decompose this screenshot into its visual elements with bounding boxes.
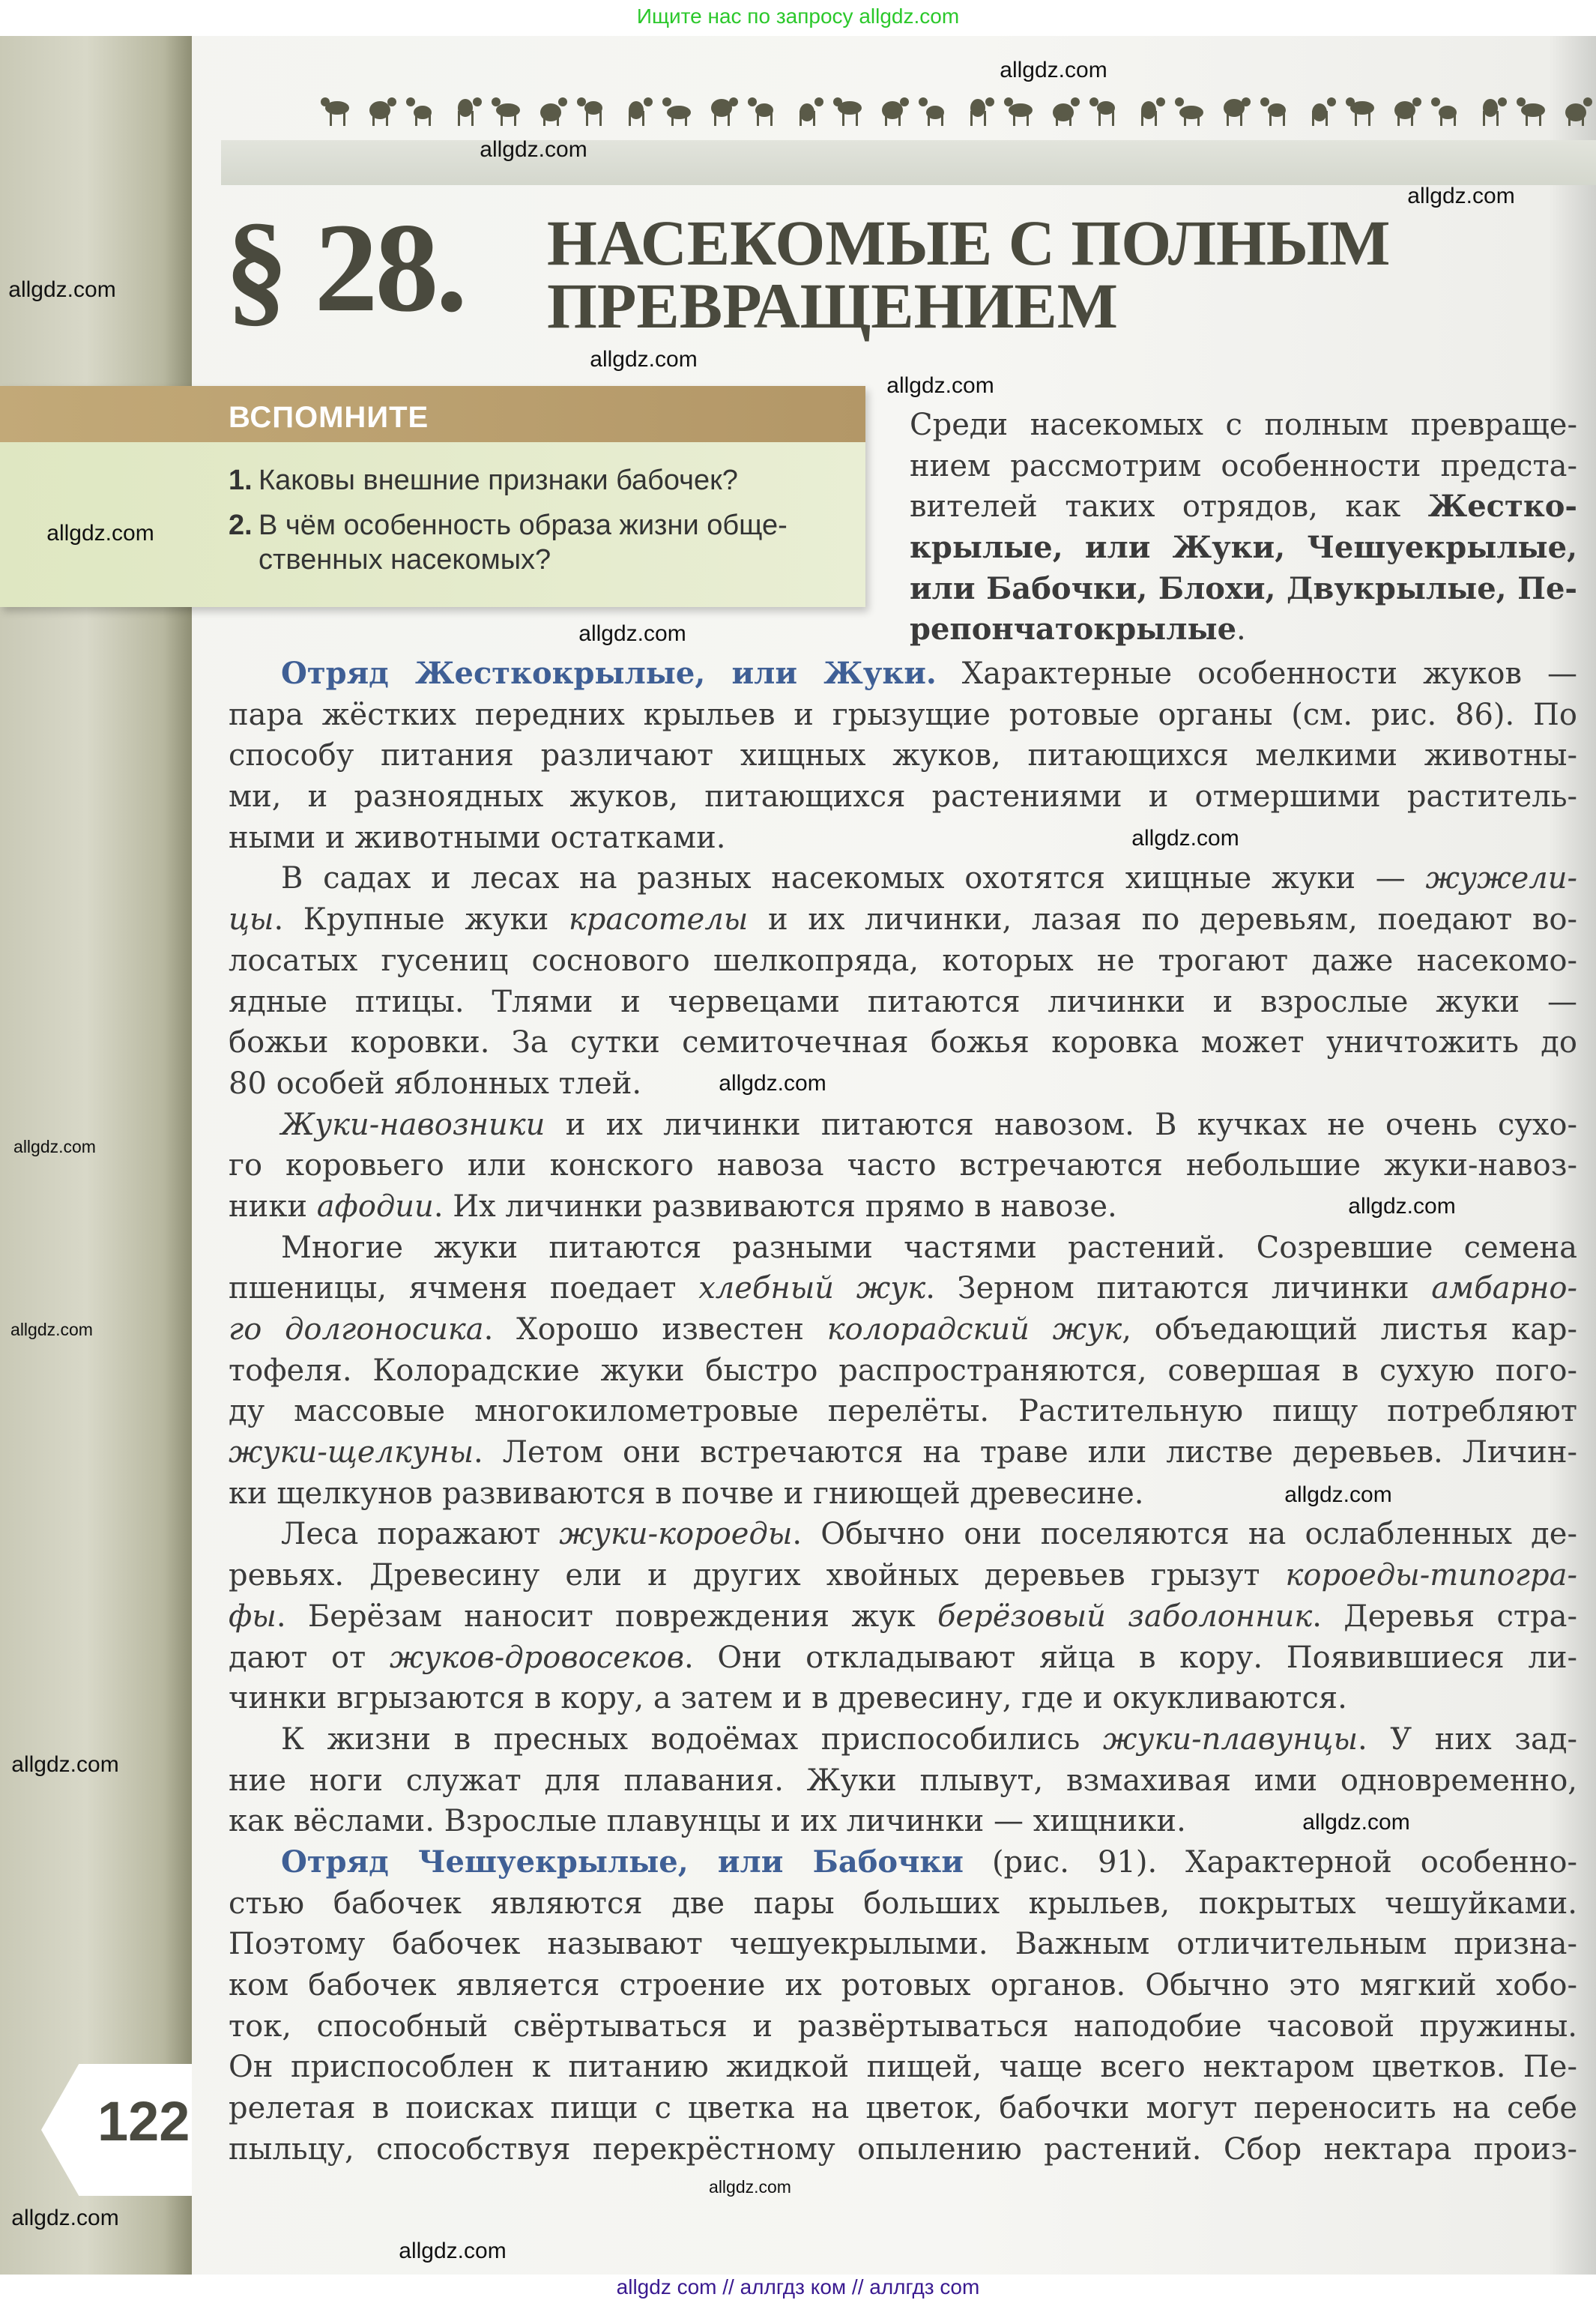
animal-silhouettes-icon — [315, 88, 1596, 133]
text-line — [910, 486, 1577, 528]
emphasized-term: берёзовый заболонник — [937, 1599, 1313, 1634]
text-run: стью бабочек являются две пары больших крыльев, покрытых чешуйками. — [229, 1886, 1577, 1921]
animal-silhouette-icon — [1394, 97, 1421, 126]
text-line — [229, 1842, 1577, 1883]
text-line — [229, 1638, 1577, 1679]
text-run: божьи коровки. За сутки семиточечная божья коровка может уничтожить до — [229, 1025, 1577, 1060]
text-line — [229, 858, 1577, 899]
footer-banner: allgdz com // аллгдз ком // аллгдз com — [616, 2275, 980, 2299]
watermark: allgdz.com — [1131, 826, 1239, 851]
text-run: ядные птицы. Тлями и червецами питаются личинки и взрослые жуки — — [229, 984, 1577, 1019]
emphasized-term: фы — [229, 1599, 276, 1634]
text-line — [910, 528, 1577, 569]
intro-paragraph — [910, 405, 1577, 651]
text-run: Среди насекомых с полным превраще- — [910, 408, 1577, 442]
text-line — [229, 654, 1577, 695]
text-run: пшеницы, ячменя поедает — [229, 1271, 699, 1306]
text-line — [229, 818, 1577, 859]
animal-silhouette-icon — [919, 97, 944, 126]
text-run: и их личинки, лазая по деревьям, поедают во- — [748, 902, 1577, 938]
text-run: . Крупные жуки — [273, 902, 569, 938]
text-run: , объедающий листья кар- — [1122, 1312, 1577, 1347]
recall-question — [229, 463, 865, 498]
title-line: НАСЕКОМЫЕ С ПОЛНЫМ — [547, 207, 1391, 279]
watermark: allgdz.com — [480, 137, 587, 162]
animal-silhouette-icon — [577, 97, 602, 126]
animal-silhouette-icon — [1565, 97, 1592, 126]
watermark: allgdz.com — [1407, 184, 1515, 208]
animal-silhouette-icon — [1141, 97, 1165, 126]
text-run: . Их личинки развиваются прямо в навозе. — [433, 1189, 1117, 1224]
emphasized-term: жуки-плавунцы — [1102, 1721, 1358, 1757]
watermark: allgdz.com — [10, 1320, 93, 1339]
animal-silhouette-icon — [458, 97, 482, 126]
text-run: ду массовые многокилометровые перелёты. Растительную пищу потребляют — [229, 1394, 1577, 1429]
text-run: вителей таких отрядов, как — [910, 489, 1428, 525]
section-heading: Отряд Чешуекрылые, или Бабочки — [281, 1844, 964, 1880]
question-text: Каковы внешние признаки бабочек? — [259, 465, 738, 496]
watermark: allgdz.com — [578, 621, 686, 646]
animal-silhouette-icon — [1175, 97, 1203, 126]
text-run: Многие жуки питаются разными частями растений. Созревшие семена — [281, 1230, 1577, 1265]
text-run: Леса поражают — [281, 1517, 560, 1552]
animal-silhouette-icon — [1053, 97, 1080, 126]
text-run: и их личинки питаются навозом. В кучках не очень сухо- — [545, 1107, 1577, 1142]
text-run: дают от — [229, 1640, 390, 1675]
page-number: 122 — [97, 2090, 190, 2152]
text-line — [229, 1965, 1577, 2006]
question-number: 1. — [229, 465, 253, 496]
emphasized-term: жужели- — [1425, 861, 1577, 896]
text-run: пара жёстких передних крыльев и грызущие ротовые органы (см. рис. 86). По — [229, 697, 1577, 732]
watermark: allgdz.com — [590, 347, 698, 372]
animal-silhouette-icon — [492, 97, 520, 126]
text-line — [229, 1596, 1577, 1638]
animal-silhouette-icon — [1004, 97, 1033, 126]
text-line — [910, 609, 1577, 651]
text-run: ток, способный свёртываться и развёртываться наподобие часовой пружины. — [229, 2008, 1577, 2044]
text-run: ными и животными остатками. — [229, 820, 726, 855]
recall-box — [0, 386, 865, 607]
recall-heading: ВСПОМНИТЕ — [0, 386, 865, 442]
animal-silhouette-icon — [1517, 97, 1545, 126]
animal-silhouette-icon — [321, 97, 349, 126]
emphasized-term: красотелы — [568, 902, 749, 938]
search-hint-banner: Ищите нас по запросу allgdz.com — [636, 4, 960, 28]
animal-silhouette-icon — [970, 97, 994, 126]
watermark: allgdz.com — [1000, 58, 1107, 82]
animal-silhouette-icon — [882, 97, 909, 126]
animal-silhouette-icon — [406, 97, 432, 126]
emphasized-term: короеды-типогра- — [1285, 1558, 1577, 1593]
emphasized-term: жуков-дровосеков — [389, 1640, 685, 1675]
text-line — [229, 941, 1577, 982]
emphasized-term: жуки-щелкуны — [229, 1435, 474, 1470]
text-line — [229, 776, 1577, 818]
text-run: лосатых гусениц соснового шелкопряда, которых не трогают даже насекомо- — [229, 943, 1577, 978]
text-line — [229, 1924, 1577, 1965]
text-run: тофеля. Колорадские жуки быстро распространяются, совершая в сухую пого- — [229, 1353, 1577, 1388]
text-line — [229, 2129, 1577, 2170]
bold-term: или Бабочки, Блохи, Двукрылые, Пе- — [910, 570, 1577, 606]
text-run: ки щелкунов развиваются в почве и гниющей древесине. — [229, 1476, 1144, 1511]
animal-silhouette-icon — [1260, 97, 1286, 126]
text-run: ние ноги служат для плавания. Жуки плывут, взмахивая ими одновременно, — [229, 1763, 1577, 1798]
text-line — [229, 1228, 1577, 1269]
watermark: allgdz.com — [8, 277, 116, 302]
text-run: Поэтому бабочек называют чешуекрылыми. Важным отличительным призна- — [229, 1927, 1577, 1962]
text-run: . Летом они встречаются на траве или листве деревьев. Личин- — [474, 1435, 1577, 1470]
text-run: ревьях. Древесину ели и других хвойных деревьев грызут — [229, 1558, 1286, 1593]
text-run: В садах и лесах на разных насекомых охотятся хищные жуки — — [281, 861, 1426, 896]
text-line — [229, 695, 1577, 736]
emphasized-term: афодии — [316, 1189, 434, 1224]
watermark: allgdz.com — [719, 1071, 826, 1096]
text-run: способу питания различают хищных жуков, питающихся мелкими животны- — [229, 738, 1577, 773]
animal-silhouette-icon — [1431, 97, 1457, 126]
text-run: Характерные особенности жуков — — [936, 657, 1577, 691]
emphasized-term: цы — [229, 902, 274, 938]
text-line — [229, 982, 1577, 1023]
emphasized-term: колорадский жук — [826, 1312, 1122, 1347]
watermark: allgdz.com — [11, 2206, 119, 2230]
text-run: . Берёзам наносит повреждения жук — [276, 1599, 938, 1634]
text-line — [910, 446, 1577, 487]
text-line — [229, 1719, 1577, 1760]
watermark: allgdz.com — [11, 1752, 119, 1777]
text-line — [229, 2088, 1577, 2129]
animal-silhouette-icon — [1312, 97, 1336, 126]
animal-silhouette-icon — [369, 97, 396, 126]
animal-silhouette-icon — [748, 97, 773, 126]
text-line — [229, 1391, 1577, 1432]
watermark: allgdz.com — [1302, 1810, 1410, 1835]
text-run: . Зерном питаются личинки — [925, 1271, 1432, 1306]
text-run: 80 особей яблонных тлей. — [229, 1066, 642, 1101]
animal-silhouette-icon — [799, 97, 823, 126]
animal-silhouette-icon — [711, 97, 738, 126]
page-title — [547, 207, 1391, 342]
emphasized-term: жуки-короеды — [559, 1517, 793, 1552]
paragraph-number: § 28. — [225, 197, 465, 338]
text-run: . Деревья стра- — [1312, 1599, 1577, 1634]
body-text — [229, 654, 1577, 2170]
title-line: ПРЕВРАЩЕНИЕМ — [547, 270, 1118, 342]
animal-silhouette-icon — [833, 97, 862, 126]
text-run: как вёслами. Взрослые плавунцы и их личинки — хищники. — [229, 1804, 1186, 1839]
text-line — [229, 1022, 1577, 1063]
text-line — [229, 1105, 1577, 1146]
text-run: пыльцу, способствуя перекрёстному опылению растений. Сбор нектара произ- — [229, 2131, 1577, 2167]
animal-silhouette-icon — [1224, 97, 1251, 126]
text-line — [910, 569, 1577, 610]
recall-question — [229, 508, 865, 577]
animal-silhouette-icon — [662, 97, 691, 126]
text-line — [229, 1432, 1577, 1473]
text-line — [229, 2047, 1577, 2088]
question-number: 2. — [229, 510, 253, 541]
text-run: ком бабочек является строение их ротовых органов. Обычно это мягкий хобо- — [229, 1968, 1577, 2002]
emphasized-term: го долгоносика — [229, 1312, 484, 1347]
watermark: allgdz.com — [886, 373, 994, 398]
text-run: чинки вгрызаются в кору, а затем и в древесину, где и окукливаются. — [229, 1681, 1347, 1716]
text-run: . — [1236, 612, 1246, 648]
text-line — [910, 405, 1577, 446]
text-line — [229, 1268, 1577, 1309]
watermark: allgdz.com — [13, 1137, 96, 1156]
bold-term: крылые, или Жуки, Чешуекрылые, — [910, 530, 1577, 566]
text-run: . Обычно они поселяются на ослабленных де- — [792, 1517, 1577, 1552]
text-line — [229, 1514, 1577, 1555]
text-run: (рис. 91). Характерной особенно- — [963, 1844, 1577, 1880]
question-text: В чём особенность образа жизни обще- ственных насекомых? — [259, 510, 788, 576]
emphasized-term: хлебный жук — [698, 1271, 926, 1306]
text-line — [229, 1309, 1577, 1350]
text-run: К жизни в пресных водоёмах приспособились — [281, 1721, 1103, 1757]
text-run: нием рассмотрим особенности предста- — [910, 448, 1577, 483]
animal-silhouette-icon — [629, 97, 653, 126]
animal-silhouette-icon — [1346, 97, 1374, 126]
watermark: allgdz.com — [1348, 1194, 1456, 1219]
text-run: . У них зад- — [1358, 1721, 1578, 1757]
text-line — [229, 1350, 1577, 1392]
bold-term: Жестко- — [1427, 489, 1577, 525]
bold-term: репончатокрылые — [910, 612, 1237, 648]
animal-silhouette-icon — [1089, 97, 1115, 126]
watermark: allgdz.com — [399, 2239, 507, 2263]
header-band — [221, 137, 1596, 185]
text-run: . Хорошо известен — [483, 1312, 827, 1347]
text-line — [229, 1678, 1577, 1719]
text-line — [229, 2006, 1577, 2047]
text-line — [229, 1760, 1577, 1802]
text-run: ми, и разноядных жуков, питающихся растениями и отмершими раститель- — [229, 779, 1577, 815]
text-line — [229, 1883, 1577, 1925]
emphasized-term: амбарно- — [1431, 1271, 1578, 1306]
text-line — [229, 1145, 1577, 1186]
text-run: релетая в поисках пищи с цветка на цветок, бабочки могут переносить на себе — [229, 2091, 1577, 2126]
text-line — [229, 1555, 1577, 1596]
text-run: ники — [229, 1189, 317, 1224]
text-run: Он приспособлен к питанию жидкой пищей, чаще всего нектаром цветков. Пе- — [229, 2050, 1577, 2085]
animal-silhouette-icon — [1483, 97, 1507, 126]
text-run: . Они откладывают яйца в кору. Появившиеся ли- — [684, 1640, 1577, 1675]
section-heading: Отряд Жесткокрылые, или Жуки. — [281, 656, 937, 691]
animal-silhouette-icon — [540, 97, 567, 126]
watermark: allgdz.com — [1284, 1482, 1392, 1507]
text-line — [229, 1063, 1577, 1105]
watermark: allgdz.com — [46, 521, 154, 546]
text-line — [229, 735, 1577, 776]
text-line — [229, 899, 1577, 941]
text-run: го коровьего или конского навоза часто встречаются небольшие жуки-навоз- — [229, 1148, 1577, 1183]
emphasized-term: Жуки-навозники — [281, 1107, 545, 1142]
watermark: allgdz.com — [709, 2177, 791, 2197]
